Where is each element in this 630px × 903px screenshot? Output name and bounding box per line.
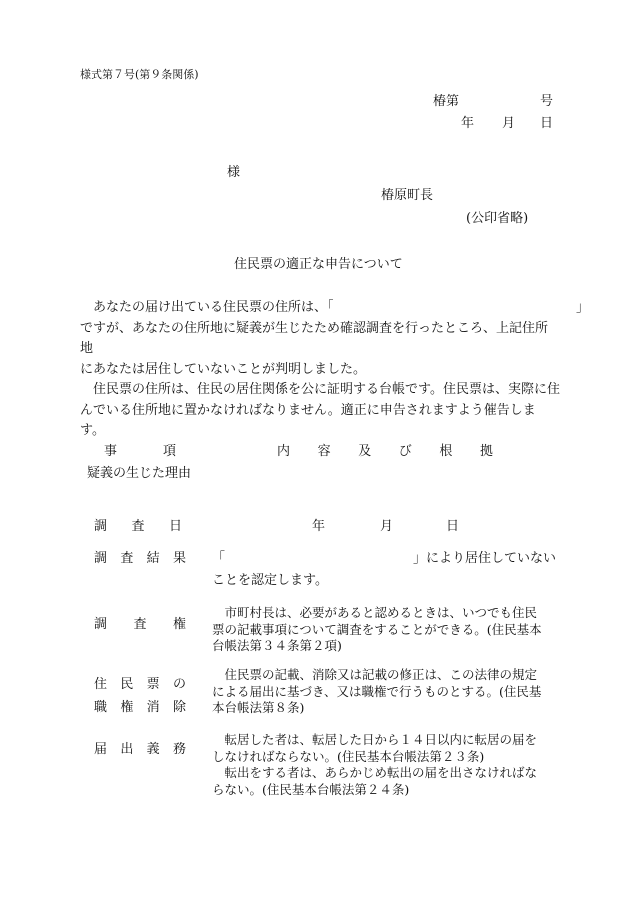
page-title: 住民票の適正な申告について: [234, 257, 403, 272]
official-text: 住民票の記載、消除又は記載の修正は、この法律の規定 による届出に基づき、又は職権で行うものとする。(住民基 本台帳法第８条): [212, 667, 542, 715]
body-p1-line1: あなたの届け出ている住民票の住所は、「: [93, 300, 334, 315]
result-line2: ことを認定します。: [212, 573, 328, 588]
inv-date-year: 年: [312, 519, 326, 534]
row-label-official-1: 住 民 票 の: [94, 677, 186, 692]
column-header-item: 事 項: [104, 444, 176, 459]
inv-date-day: 日: [446, 519, 460, 534]
body-p1-line3: にあなたは居住していないことが判明しました。: [80, 361, 367, 377]
sender-name: 椿原町長: [381, 188, 434, 203]
doc-number-suffix: 号: [540, 94, 554, 109]
date-day: 日: [540, 116, 554, 131]
result-bracket-open: 「: [212, 551, 226, 566]
column-header-content: 内 容 及 び 根 拠: [277, 444, 493, 459]
authority-text: 市町村長は、必要があると認めるときは、いつでも住民 票の記載事項について調査をすることができる。(住民基本 台帳法第３４条第２項): [212, 605, 542, 653]
row-label-date: 調 査 日: [94, 519, 182, 534]
row-label-result: 調 査 結 果: [94, 551, 186, 566]
seal-note: (公印省略): [466, 211, 529, 226]
body-p2-line2: んでいる住所地に置かなければなりません。適正に申告されますよう催告します。: [80, 402, 536, 438]
date-month: 月: [502, 116, 516, 131]
body-p1-line1-end: 」: [576, 300, 590, 315]
row-label-duty: 届 出 義 務: [94, 742, 186, 757]
result-bracket-close: 」により居住していない: [413, 551, 557, 566]
row-label-official-2: 職 権 消 除: [94, 700, 186, 715]
body-text: [80, 298, 590, 442]
duty-text: 転居した者は、転居した日から１４日以内に転居の届を しなければならない。(住民基本台帳法第２３条) 転出をする者は、あらかじめ転出の届を出さなければな らない。(住民基本台帳法第２４条): [212, 732, 538, 797]
addressee-honorific: 様: [227, 165, 241, 180]
body-p2-line1: 住民票の住所は、住民の居住関係を公に証明する台帳です。住民票は、実際に住: [93, 382, 560, 397]
form-label: 様式第７号(第９条関係): [80, 68, 199, 81]
row-label-authority: 調 査 権: [94, 617, 186, 632]
row-label-reason: 疑義の生じた理由: [87, 466, 192, 481]
doc-number-prefix: 椿第: [433, 94, 460, 109]
date-year: 年: [461, 116, 475, 131]
inv-date-month: 月: [380, 519, 394, 534]
body-p1-line2: ですが、あなたの住所地に疑義が生じたため確認調査を行ったところ、上記住所地: [80, 320, 549, 356]
